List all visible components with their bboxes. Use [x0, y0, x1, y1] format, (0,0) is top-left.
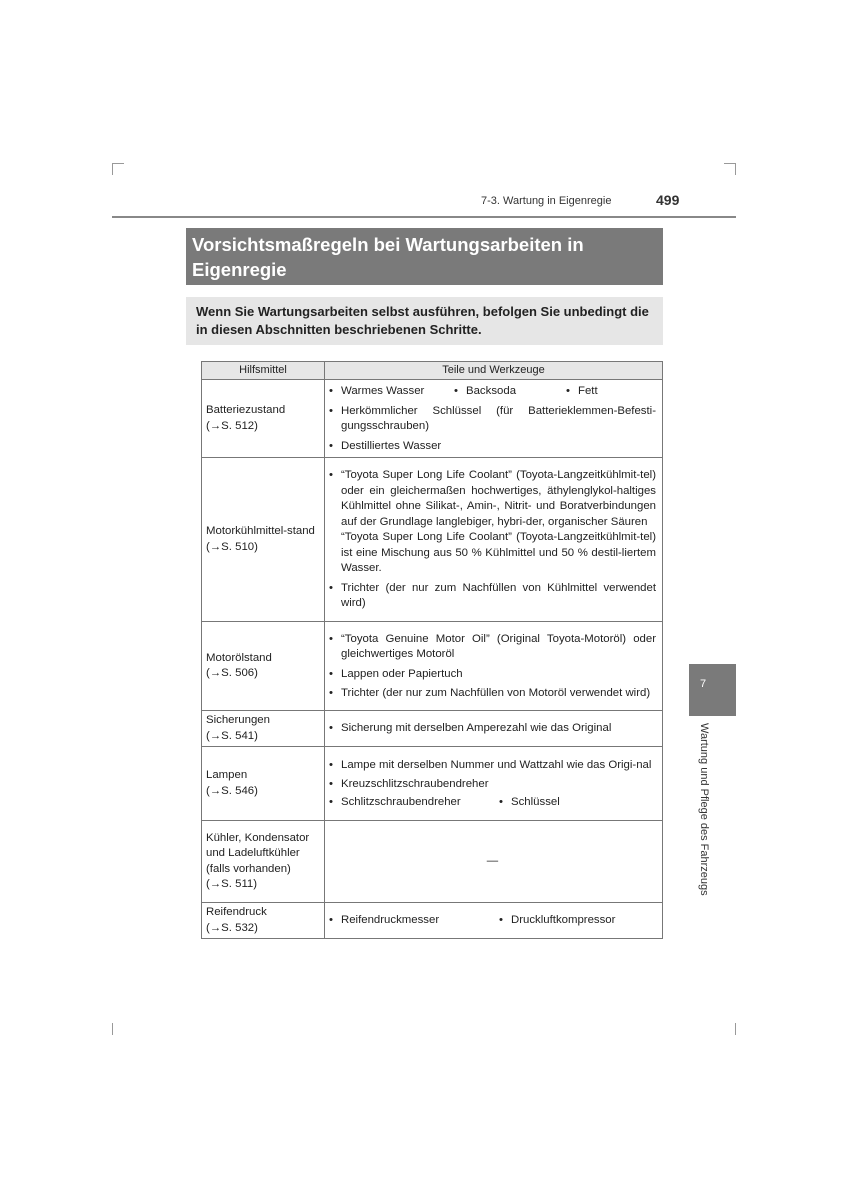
item-ref: (→S. 511)	[206, 878, 258, 890]
cell-parts	[325, 903, 663, 939]
table-row	[202, 380, 663, 458]
crop-mark-top-right-v	[735, 163, 736, 175]
list-item: • Lampe mit derselben Nummer und Wattzahl wie das Origi-nal	[329, 758, 656, 774]
cell-item	[202, 711, 325, 747]
list-item: • Druckluftkompressor	[499, 913, 615, 929]
list-item: • Backsoda	[454, 384, 566, 400]
list-item-extra: “Toyota Super Long Life Coolant” (Toyota-Langzeitkühlmit-tel) ist eine Mischung aus 50 % Kühlmittel und 50 % destil-liertem Wasser.	[341, 531, 656, 575]
table-row	[202, 622, 663, 711]
cell-item	[202, 903, 325, 939]
table-row	[202, 458, 663, 622]
chapter-number: 7	[700, 678, 707, 690]
list-item: • Kreuzschlitzschraubendreher	[329, 777, 656, 793]
cell-parts	[325, 622, 663, 711]
page-number: 499	[656, 192, 680, 208]
crop-mark-top-left-v	[112, 163, 113, 175]
item-name: Kühler, Kondensator und Ladeluftkühler (falls vorhanden)	[206, 831, 310, 875]
list-item: • Lappen oder Papiertuch	[329, 667, 656, 683]
header-divider	[112, 216, 736, 218]
crop-mark-top-left-h	[112, 163, 124, 164]
table-header-row	[202, 362, 663, 380]
cell-parts	[325, 711, 663, 747]
list-item: • Schlitzschraubendreher	[329, 795, 499, 811]
parts-list	[329, 758, 656, 793]
parts-list	[329, 632, 656, 702]
item-name: Lampen	[206, 769, 248, 781]
header-hilfsmittel: Hilfsmittel	[202, 362, 325, 380]
item-ref: (→S. 510)	[206, 540, 258, 553]
cell-item	[202, 458, 325, 622]
inline-list	[329, 384, 656, 400]
item-ref: (→S. 532)	[206, 921, 258, 934]
cell-parts	[325, 380, 663, 458]
list-item: • Fett	[566, 384, 598, 400]
page-title: Vorsichtsmaßregeln bei Wartungsarbeiten in Eigenregie	[186, 228, 663, 285]
parts-list	[329, 721, 656, 737]
item-ref: (→S. 541)	[206, 729, 258, 742]
crop-mark-bottom-left-v	[112, 1023, 113, 1035]
list-item: • Herkömmlicher Schlüssel (für Batterieklemmen-Befesti-gungsschrauben)	[329, 404, 656, 435]
list-item: • Warmes Wasser	[329, 384, 454, 400]
item-name: Motorkühlmittel-stand	[206, 525, 315, 537]
item-name: Batteriezustand	[206, 404, 286, 416]
cell-parts	[325, 458, 663, 622]
item-ref: (→S. 506)	[206, 667, 258, 679]
cell-parts	[325, 821, 663, 903]
inline-list	[329, 913, 656, 929]
list-item: • Sicherung mit derselben Amperezahl wie das Original	[329, 721, 656, 737]
note-text: Wenn Sie Wartungsarbeiten selbst ausführen, befolgen Sie unbedingt die in diesen Abschnitten beschriebenen Schritte.	[186, 297, 663, 345]
table-row	[202, 747, 663, 821]
item-ref: (→S. 512)	[206, 419, 258, 432]
cell-parts	[325, 747, 663, 821]
list-item	[329, 468, 656, 577]
list-item: • Destilliertes Wasser	[329, 439, 656, 455]
empty-dash: —	[486, 854, 499, 867]
section-heading: 7-3. Wartung in Eigenregie	[481, 195, 612, 207]
item-ref: (→S. 546)	[206, 784, 258, 797]
item-name: Motorölstand	[206, 651, 272, 664]
table-row	[202, 821, 663, 903]
inline-list	[329, 795, 656, 811]
header-teile: Teile und Werkzeuge	[325, 362, 663, 380]
list-item: • Schlüssel	[499, 795, 560, 811]
list-item: • “Toyota Genuine Motor Oil” (Original Toyota-Motoröl) oder gleichwertiges Motoröl	[329, 632, 656, 663]
item-name: Reifendruck	[206, 906, 267, 918]
list-item: • Trichter (der nur zum Nachfüllen von Motoröl verwendet wird)	[329, 686, 656, 702]
list-item-text: • “Toyota Super Long Life Coolant” (Toyota-Langzeitkühlmit-tel) oder ein gleichermaßen hochwertiges, äthylenglykol-haltiges Kühlmittel ohne Silikat-, Amin-, Nitrit- und Boratverbindungen auf der Grundlage langlebiger, hybri-der, organischer Säuren	[341, 469, 656, 528]
cell-item	[202, 622, 325, 711]
list-item: • Reifendruckmesser	[329, 913, 499, 929]
parts-list	[329, 404, 656, 455]
cell-item	[202, 821, 325, 903]
tools-table	[201, 361, 663, 939]
table-row	[202, 711, 663, 747]
cell-item	[202, 747, 325, 821]
chapter-label: Wartung und Pflege des Fahrzeugs	[698, 723, 710, 896]
crop-mark-bottom-right-v	[735, 1023, 736, 1035]
table-row	[202, 903, 663, 939]
list-item: • Trichter (der nur zum Nachfüllen von Kühlmittel verwendet wird)	[329, 581, 656, 612]
chapter-tab	[689, 664, 736, 716]
parts-list	[329, 468, 656, 612]
item-name: Sicherungen	[206, 714, 270, 726]
cell-item	[202, 380, 325, 458]
